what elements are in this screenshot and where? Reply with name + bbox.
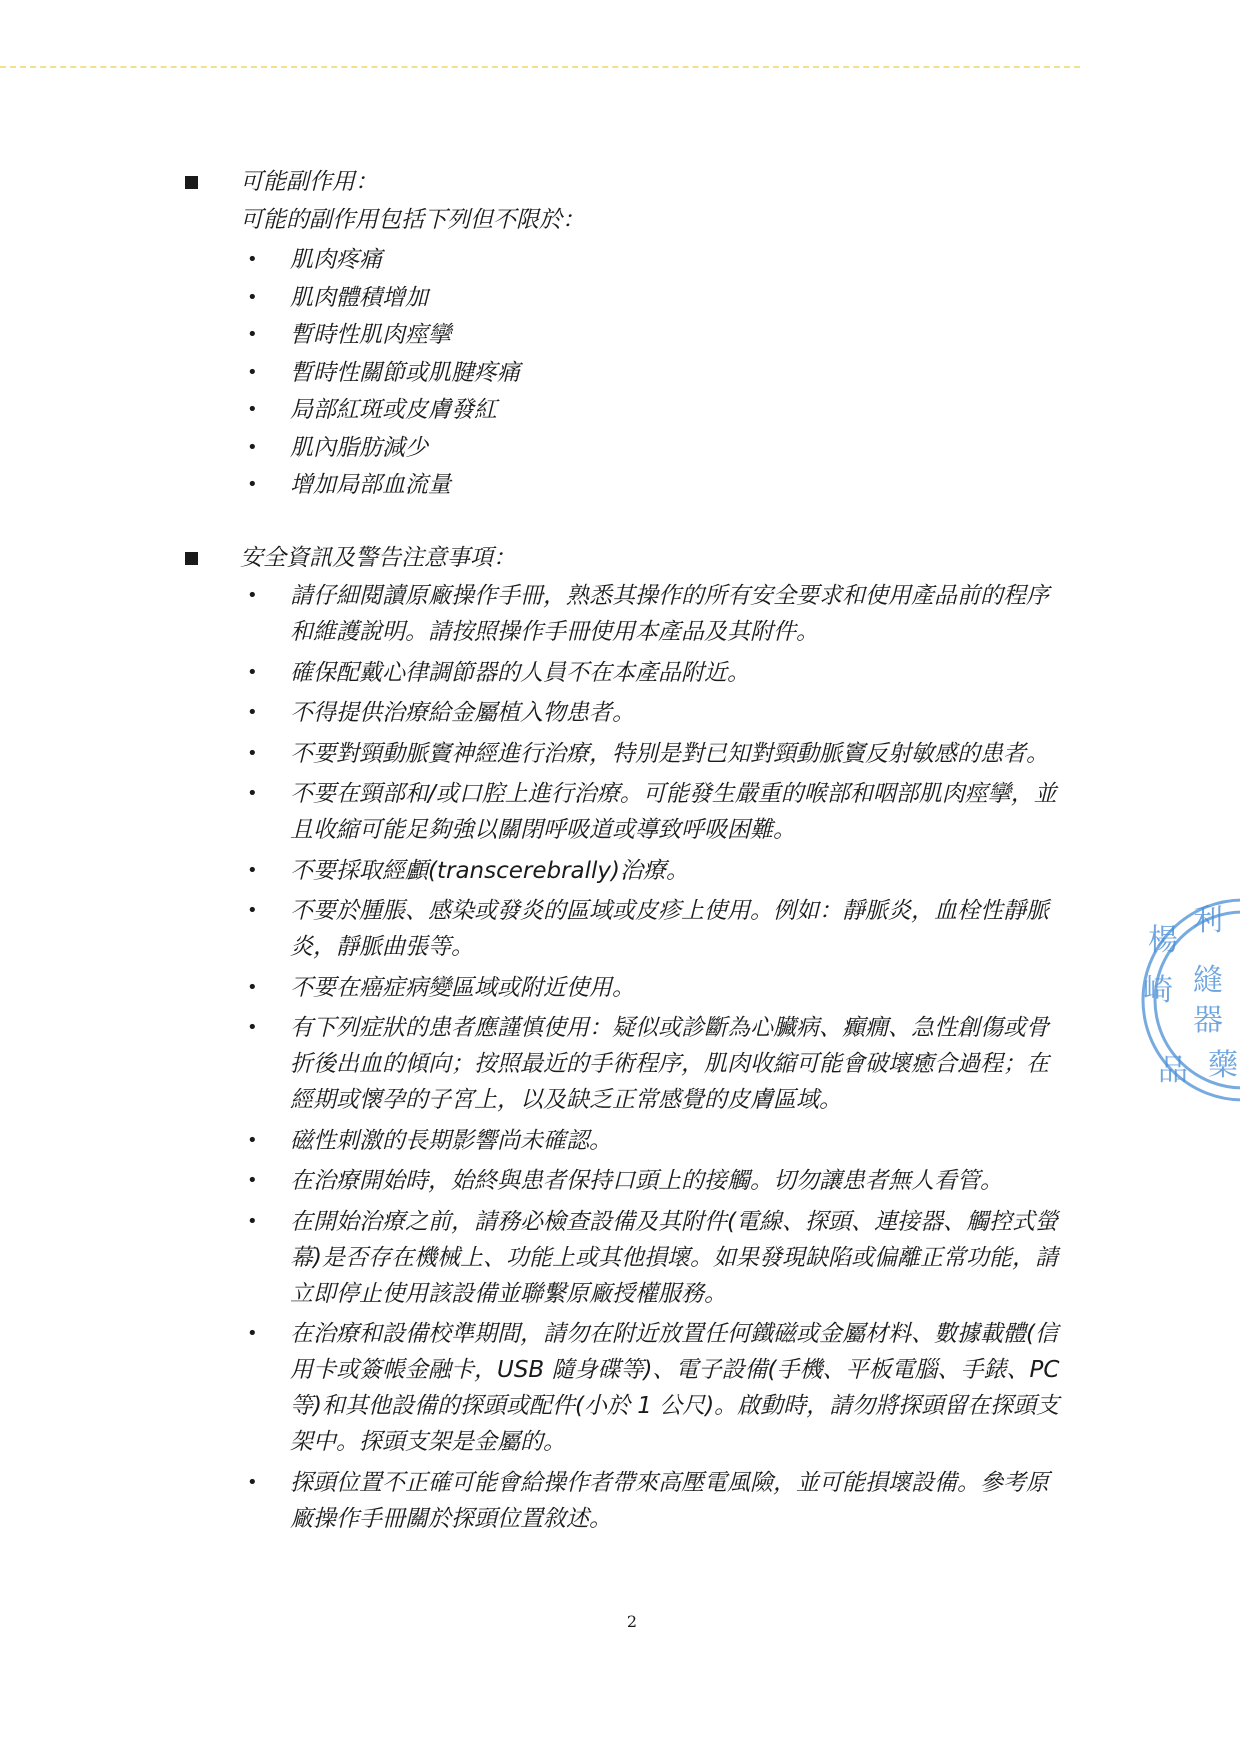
bullet-icon: • bbox=[247, 361, 258, 383]
bullet-icon: • bbox=[247, 436, 258, 458]
safety-item-text: 探頭位置不正確可能會給操作者帶來高壓電風險，並可能損壞設備。參考原廠操作手冊關於探頭位置敘述。 bbox=[290, 1469, 1049, 1532]
side-effect-item-text: 局部紅斑或皮膚發紅 bbox=[290, 397, 497, 423]
safety-item bbox=[185, 736, 1065, 772]
bullet-icon: • bbox=[247, 661, 258, 683]
bullet-icon: • bbox=[247, 900, 258, 921]
side-effect-item bbox=[185, 392, 1065, 428]
side-effect-item bbox=[185, 242, 1065, 278]
safety-item bbox=[185, 776, 1065, 848]
side-effects-heading: 可能副作用： bbox=[240, 169, 378, 195]
bullet-icon: • bbox=[247, 742, 258, 764]
safety-item-text: 有下列症狀的患者應謹慎使用：疑似或診斷為心臟病、癲癇、急性創傷或骨折後出血的傾向；按照最近的手術程序，肌肉收縮可能會破壞癒合過程；在經期或懷孕的子宮上，以及缺乏正常感覺的皮膚區域。 bbox=[290, 1015, 1049, 1113]
safety-item-text: 在開始治療之前，請務必檢查設備及其附件(電線、探頭、連接器、觸控式螢幕)是否存在機械上、功能上或其他損壞。如果發現缺陷或偏離正常功能，請立即停止使用該設備並聯繫原廠授權服務。 bbox=[290, 1208, 1058, 1307]
bullet-icon: • bbox=[247, 976, 258, 998]
svg-text:器: 器 bbox=[1193, 1003, 1223, 1038]
side-effects-header bbox=[185, 164, 1065, 202]
safety-section bbox=[185, 540, 1065, 1541]
safety-item-text: 磁性刺激的長期影響尚未確認。 bbox=[290, 1127, 612, 1154]
square-bullet-icon bbox=[185, 176, 198, 189]
side-effects-list bbox=[185, 242, 1065, 503]
side-effect-item-text: 增加局部血流量 bbox=[290, 472, 451, 498]
safety-list bbox=[185, 578, 1065, 1537]
bullet-icon: • bbox=[247, 585, 258, 606]
safety-item bbox=[185, 1010, 1065, 1118]
safety-item-text: 不要在癌症病變區域或附近使用。 bbox=[290, 974, 635, 1001]
safety-item bbox=[185, 1123, 1065, 1159]
safety-item bbox=[185, 1465, 1065, 1537]
svg-text:崎: 崎 bbox=[1143, 973, 1173, 1008]
bullet-icon: • bbox=[247, 783, 258, 804]
side-effect-item bbox=[185, 355, 1065, 391]
safety-heading: 安全資訊及警告注意事項： bbox=[240, 545, 516, 571]
safety-item bbox=[185, 1204, 1065, 1312]
side-effect-item-text: 暫時性關節或肌腱疼痛 bbox=[290, 359, 520, 386]
side-effect-item-text: 暫時性肌肉痙攣 bbox=[290, 322, 451, 348]
side-effect-item bbox=[185, 430, 1065, 466]
side-effect-item-text: 肌內脂肪減少 bbox=[290, 434, 428, 461]
svg-text:楊: 楊 bbox=[1148, 923, 1178, 958]
bullet-icon: • bbox=[247, 859, 258, 881]
seal-stamp-icon bbox=[1138, 880, 1240, 1120]
side-effects-section bbox=[185, 164, 1065, 505]
safety-item-text: 在治療開始時，始終與患者保持口頭上的接觸。切勿讓患者無人看管。 bbox=[290, 1168, 1003, 1194]
bullet-icon: • bbox=[247, 1210, 258, 1232]
side-effect-item-text: 肌肉疼痛 bbox=[290, 247, 382, 273]
bullet-icon: • bbox=[247, 399, 258, 420]
bullet-icon: • bbox=[247, 324, 258, 345]
svg-text:品: 品 bbox=[1158, 1053, 1188, 1088]
bullet-icon: • bbox=[247, 702, 258, 723]
square-bullet-icon bbox=[185, 552, 198, 565]
bullet-icon: • bbox=[247, 286, 258, 308]
side-effect-item bbox=[185, 317, 1065, 353]
safety-item-text: 確保配戴心律調節器的人員不在本產品附近。 bbox=[290, 659, 750, 686]
safety-item-text: 不要對頸動脈竇神經進行治療，特別是對已知對頸動脈竇反射敏感的患者。 bbox=[290, 740, 1049, 767]
safety-item-text: 不得提供治療給金屬植入物患者。 bbox=[290, 700, 635, 726]
safety-item bbox=[185, 578, 1065, 650]
bullet-icon: • bbox=[247, 474, 258, 495]
safety-item bbox=[185, 695, 1065, 731]
bullet-icon: • bbox=[247, 1471, 258, 1493]
bullet-icon: • bbox=[247, 1017, 258, 1038]
bullet-icon: • bbox=[247, 1129, 258, 1151]
side-effect-item-text: 肌肉體積增加 bbox=[290, 284, 428, 311]
safety-item-text: 不要採取經顱(transcerebrally)治療。 bbox=[290, 857, 690, 884]
bullet-icon: • bbox=[247, 1170, 258, 1191]
bullet-icon: • bbox=[247, 1323, 258, 1344]
svg-text:利: 利 bbox=[1193, 903, 1223, 938]
side-effect-item bbox=[185, 280, 1065, 316]
safety-item-text: 不要在頸部和/或口腔上進行治療。可能發生嚴重的喉部和咽部肌肉痙攣，並且收縮可能足夠強以關閉呼吸道或導致呼吸困難。 bbox=[290, 781, 1057, 843]
safety-item-text: 不要於腫脹、感染或發炎的區域或皮疹上使用。例如：靜脈炎，血栓性靜脈炎，靜脈曲張等。 bbox=[290, 898, 1049, 960]
page-number: 2 bbox=[626, 1612, 638, 1631]
side-effects-intro: 可能的副作用包括下列但不限於： bbox=[240, 207, 585, 233]
safety-item bbox=[185, 893, 1065, 965]
safety-item bbox=[185, 970, 1065, 1006]
safety-item bbox=[185, 1316, 1065, 1460]
safety-item bbox=[185, 853, 1065, 889]
side-effect-item bbox=[185, 467, 1065, 503]
bullet-icon: • bbox=[247, 249, 258, 270]
svg-text:藥: 藥 bbox=[1208, 1048, 1238, 1083]
top-dashed-rule bbox=[0, 66, 1080, 68]
safety-item bbox=[185, 655, 1065, 691]
safety-item bbox=[185, 1163, 1065, 1199]
svg-text:縫: 縫 bbox=[1193, 963, 1223, 998]
safety-item-text: 在治療和設備校準期間，請勿在附近放置任何鐵磁或金屬材料、數據載體(信用卡或簽帳金融卡，USB 隨身碟等)、電子設備(手機、平板電腦、手錶、PC 等)和其他設備的探頭或配件(小於 1 公尺)。啟動時，請勿將探頭留在探頭支架中。探頭支架是金屬的。 bbox=[290, 1321, 1060, 1455]
safety-header bbox=[185, 540, 1065, 578]
safety-item-text: 請仔細閱讀原廠操作手冊，熟悉其操作的所有安全要求和使用產品前的程序和維護說明。請按照操作手冊使用本產品及其附件。 bbox=[290, 583, 1049, 645]
